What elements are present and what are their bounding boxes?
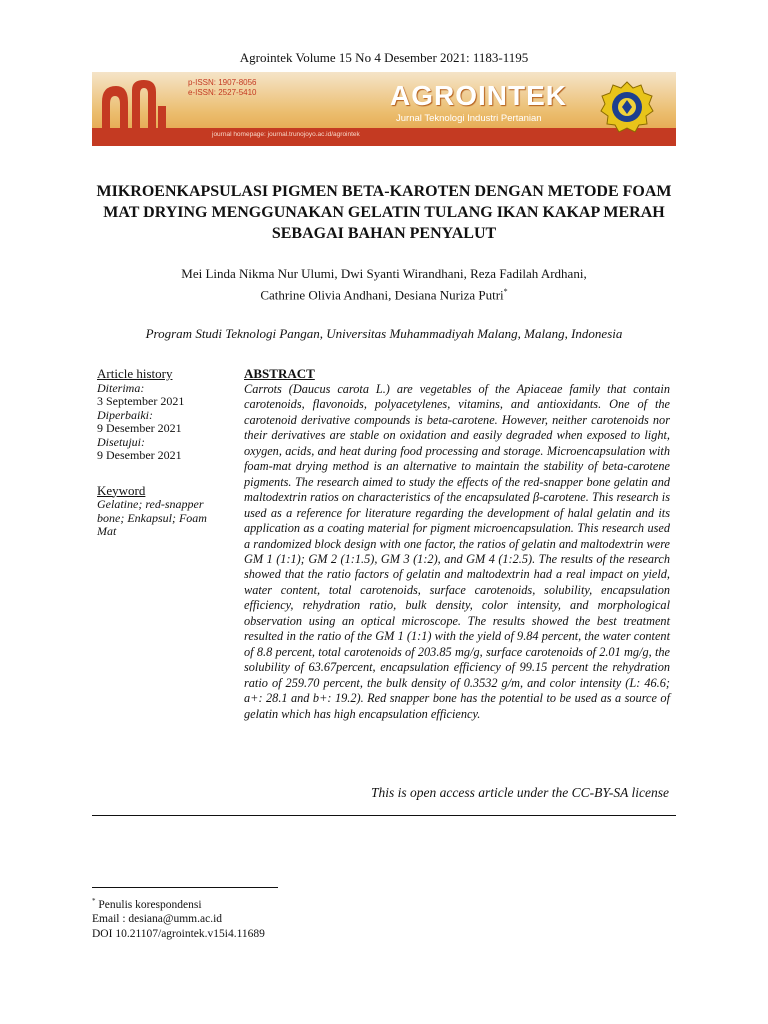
authors-line-2-text: Cathrine Olivia Andhani, Desiana Nuriza Putri	[260, 287, 504, 303]
license-statement: This is open access article under the CC-BY-SA license	[371, 785, 669, 800]
banner-red-strip	[92, 128, 676, 146]
author-affiliation: Program Studi Teknologi Pangan, Universitas Muhammadiyah Malang, Malang, Indonesia	[145, 326, 623, 341]
footnote-email[interactable]: Email : desiana@umm.ac.id	[92, 913, 223, 926]
article-history-heading: Article history	[97, 366, 173, 381]
journal-brand-subtitle: Jurnal Teknologi Industri Pertanian	[396, 113, 542, 124]
author-list	[80, 265, 688, 304]
revised-date: 9 Desember 2021	[97, 421, 182, 435]
footnote-corresponding	[92, 894, 265, 912]
footnote-mark: *	[92, 897, 96, 905]
accepted-date: 9 Desember 2021	[97, 448, 182, 462]
received-date: 3 September 2021	[97, 394, 185, 408]
authors-line-1: Mei Linda Nikma Nur Ulumi, Dwi Syanti Wirandhani, Reza Fadilah Ardhani,	[181, 266, 587, 281]
article-title: MIKROENKAPSULASI PIGMEN BETA-KAROTEN DENGAN METODE FOAM MAT DRYING MENGGUNAKAN GELATIN TULANG IKAN KAKAP MERAH SEBAGAI BAHAN PENYALUT	[96, 183, 672, 242]
received-label: Diterima:	[97, 380, 145, 395]
article-info-sidebar	[97, 367, 227, 539]
journal-banner	[92, 72, 676, 146]
issn-block	[188, 78, 257, 98]
beta-symbol: β	[532, 490, 540, 505]
abstract-body-part-2: -carotene. This research is used as a reference for literature regarding the development of halal gelatin and its application as a coating material for pigment microencapsulation. This research used a randomized block design with one factor, the ratios of gelatin and maltodextrin were GM 1 (1:1); GM 2 (1:1.5), GM 3 (1:2), and GM 4 (1:2.5). The results of the research showed that the ratio factors of gelatin and maltodextrin had a real impact on yield, water content, total carotenoids, surface carotenoids, solubility, encapsulation efficiency, rehydration ratio, bulk density, color intensity, and morphological observation using an optical microscope. The results showed the best treatment resulted in the ratio of the GM 1 (1:1) with the yield of 9.84 percent, the water content of 8.8 percent, total carotenoids of 203.85 mg/g, surface carotenoids of 2.01 mg/g, the solubility of 63.67percent, encapsulation efficiency of 99.15 percent the rehydration ratio of 259.70 percent, the bulk density of 0.3532 g/m, and color intensity (L: 46.6; a+: 28.1 and b+: 19.2). Red snapper bone has the potential to be used as a source of gelatin which has high encapsulation efficiency.	[244, 490, 670, 721]
journal-brand-name: AGROINTEK	[390, 80, 567, 111]
p-issn: p-ISSN: 1907-8056	[188, 78, 257, 87]
authors-line-2	[80, 283, 688, 304]
footnote-doi[interactable]: DOI 10.21107/agrointek.v15i4.11689	[92, 927, 265, 940]
footnote-label: Penulis korespondensi	[98, 898, 202, 911]
keyword-list: Gelatine; red-snapper bone; Enkapsul; Foam Mat	[97, 497, 207, 538]
section-divider	[92, 815, 676, 816]
revised-label: Diperbaiki:	[97, 407, 153, 422]
university-seal-icon	[600, 80, 654, 134]
accepted-label: Disetujui:	[97, 434, 145, 449]
e-issn: e-ISSN: 2527-5410	[188, 88, 257, 97]
footnote-rule	[92, 887, 278, 888]
abstract-body	[244, 382, 670, 722]
footnote-block	[92, 894, 265, 941]
agrointek-logo-icon	[98, 76, 174, 140]
journal-homepage-link[interactable]: journal homepage: journal.trunojoyo.ac.id/agrointek	[212, 131, 360, 138]
keyword-heading: Keyword	[97, 482, 146, 498]
corresponding-author-mark: *	[503, 287, 508, 296]
abstract-body-part-1: Carrots (Daucus carota L.) are vegetables of the Apiaceae family that contain carotenoids, flavonoids, polyacetylenes, vitamins, and antioxidants. One of the carotenoid derivative compounds is beta-carotene. However, neither carotenoids nor their derivatives are stable on oxidation and easily degraded when exposed to light, oxygen, acids, and heat during food processing and storage. Microencapsulation with foam-mat drying method is an alternative to maintain the stability of beta-carotene pigments. The research aimed to study the effects of the red-snapper bone gelatin and maltodextrin ratios on characteristics of the encapsulated	[244, 382, 670, 505]
sidebar-spacer	[97, 463, 227, 484]
journal-citation-line: Agrointek Volume 15 No 4 Desember 2021: 1183-1195	[239, 50, 529, 65]
abstract-heading: ABSTRACT	[244, 366, 315, 381]
